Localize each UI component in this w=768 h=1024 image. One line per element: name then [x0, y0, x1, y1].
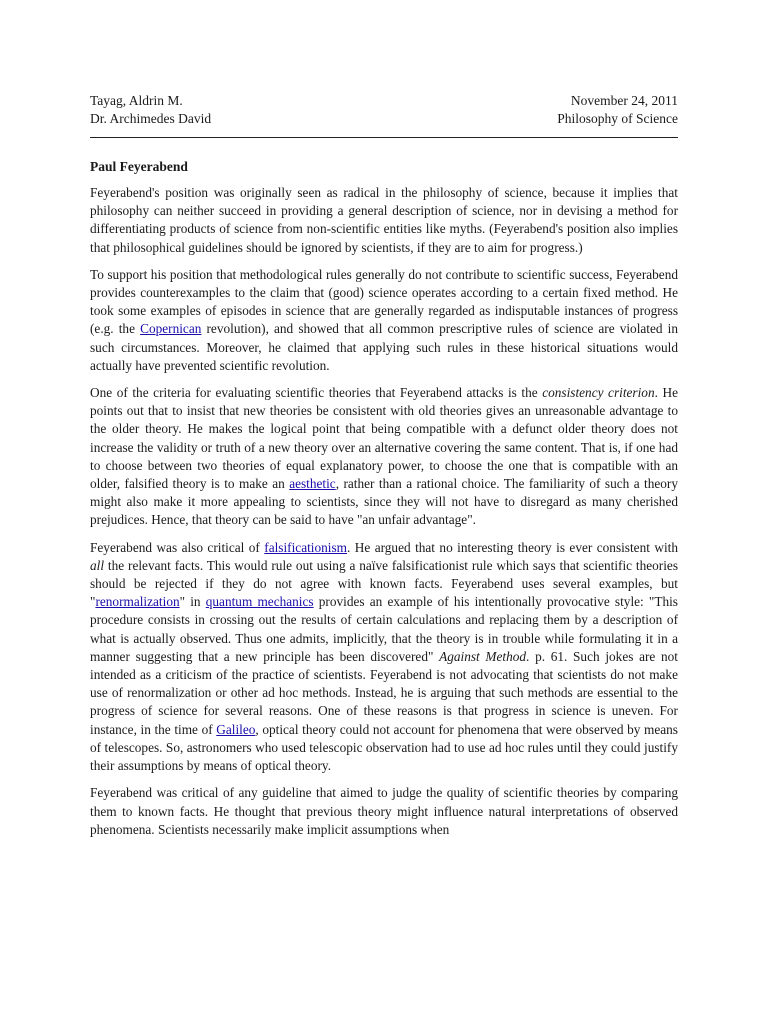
paragraph-3 — [90, 384, 678, 530]
paragraph-2-text-a: To support his position that methodological rules generally do not contribute to scientific success, Feyerabend provides counterexamples to the claim that (good) science operates according to a certain fixed method. He took some examples of episodes in science that are generally regarded as indisputable instances of progress (e.g. the — [90, 266, 678, 337]
paragraph-5-text: Feyerabend was critical of any guideline that aimed to judge the quality of scientific theories by comparing them to known facts. He thought that previous theory might influence natural interpretations of observed phenomena. Scientists necessarily make implicit assumptions when — [90, 785, 678, 837]
link-copernican[interactable]: Copernican — [140, 321, 202, 337]
link-galileo[interactable]: Galileo — [216, 721, 256, 737]
link-quantum-mechanics[interactable]: quantum mechanics — [205, 594, 314, 610]
link-aesthetic[interactable]: aesthetic — [289, 476, 336, 492]
paragraph-4-text-b: . He argued that no interesting theory is ever consistent with — [347, 539, 678, 555]
header-row-2 — [90, 110, 678, 128]
header-row-1 — [90, 92, 678, 110]
header-divider — [90, 137, 678, 138]
paragraph-4-text-d: " in — [179, 594, 206, 610]
link-renormalization[interactable]: renormalization — [95, 594, 180, 610]
paragraph-4 — [90, 539, 678, 776]
paragraph-3-text-c: , rather than a rational choice. The familiarity of such a theory might also make it more appealing to scientists, since they will not have to disregard as many cherished prejudices. Hence, that theory can be said to have "an unfair advantage". — [90, 476, 678, 528]
consistency-criterion-emphasis: consistency criterion — [542, 385, 655, 401]
course-name: Philosophy of Science — [557, 111, 678, 126]
paragraph-1-text: Feyerabend's position was originally seen as radical in the philosophy of science, because it implies that philosophy can neither succeed in providing a general description of science, nor in devising a method for differentiating products of science from non-scientific entities like myths. (Feyerabend's position also implies that philosophical guidelines should be ignored by scientists, if they are to aim for progress.) — [90, 185, 678, 255]
author-name: Tayag, Aldrin M. — [90, 93, 183, 108]
paragraph-4-text-g: , optical theory could not account for phenomena that were observed by means of telescopes. So, astronomers who used telescopic observation had to use ad hoc rules until they could justify their assumptions by means of optical theory. — [90, 721, 678, 774]
document-title: Paul Feyerabend — [90, 159, 188, 174]
against-method-title: Against Method — [439, 648, 527, 664]
paragraph-3-text-a: One of the criteria for evaluating scientific theories that Feyerabend attacks is the — [90, 385, 543, 401]
paragraph-1 — [90, 184, 678, 257]
paragraph-3-text-b: . He points out that to insist that new theories be consistent with old theories gives an unreasonable advantage to the older theory. He makes the logical point that being compatible with a defunct older theory does not increase the validity or truth of a new theory over an alternative covering the same content. That is, if one had to choose between two theories of equal explanatory power, to choose the one that is compatible with an older, falsified theory is to make an — [90, 385, 678, 492]
paragraph-4-text-a: Feyerabend was also critical of — [90, 539, 265, 555]
paragraph-5 — [90, 784, 678, 839]
paragraph-4-text-f: . p. 61. Such jokes are not intended as a criticism of the practice of scientists. Feyerabend is not advocating that scientists do not make use of renormalization or other ad hoc methods. Instead, he is arguing that such methods are essential to the progress of science for several reasons. One of these reasons is that progress in science is uneven. For instance, in the time of — [90, 648, 679, 737]
instructor-name: Dr. Archimedes David — [90, 111, 212, 126]
paragraph-4-text-e: provides an example of his intentionally provocative style: "This procedure consists in crossing out the results of certain calculations and replacing them by a description of what is actually observed. Thus one admits, implicitly, that the theory is in trouble while formulating it in a manner suggesting that a new principle has been discovered" — [90, 594, 678, 664]
all-emphasis: all — [90, 557, 105, 573]
document-date: November 24, 2011 — [570, 93, 678, 108]
paragraph-2 — [90, 266, 678, 375]
link-falsificationism[interactable]: falsificationism — [264, 539, 347, 555]
paragraph-2-text-b: revolution), and showed that all common prescriptive rules of science are violated in such circumstances. Moreover, he claimed that applying such rules in these historical situations would actually have prevented scientific revolution. — [90, 321, 678, 373]
paragraph-4-text-c: the relevant facts. This would rule out using a naïve falsificationist rule which says that scientific theories should be rejected if they do not agree with known facts. Feyerabend uses several examples, but " — [90, 557, 678, 610]
